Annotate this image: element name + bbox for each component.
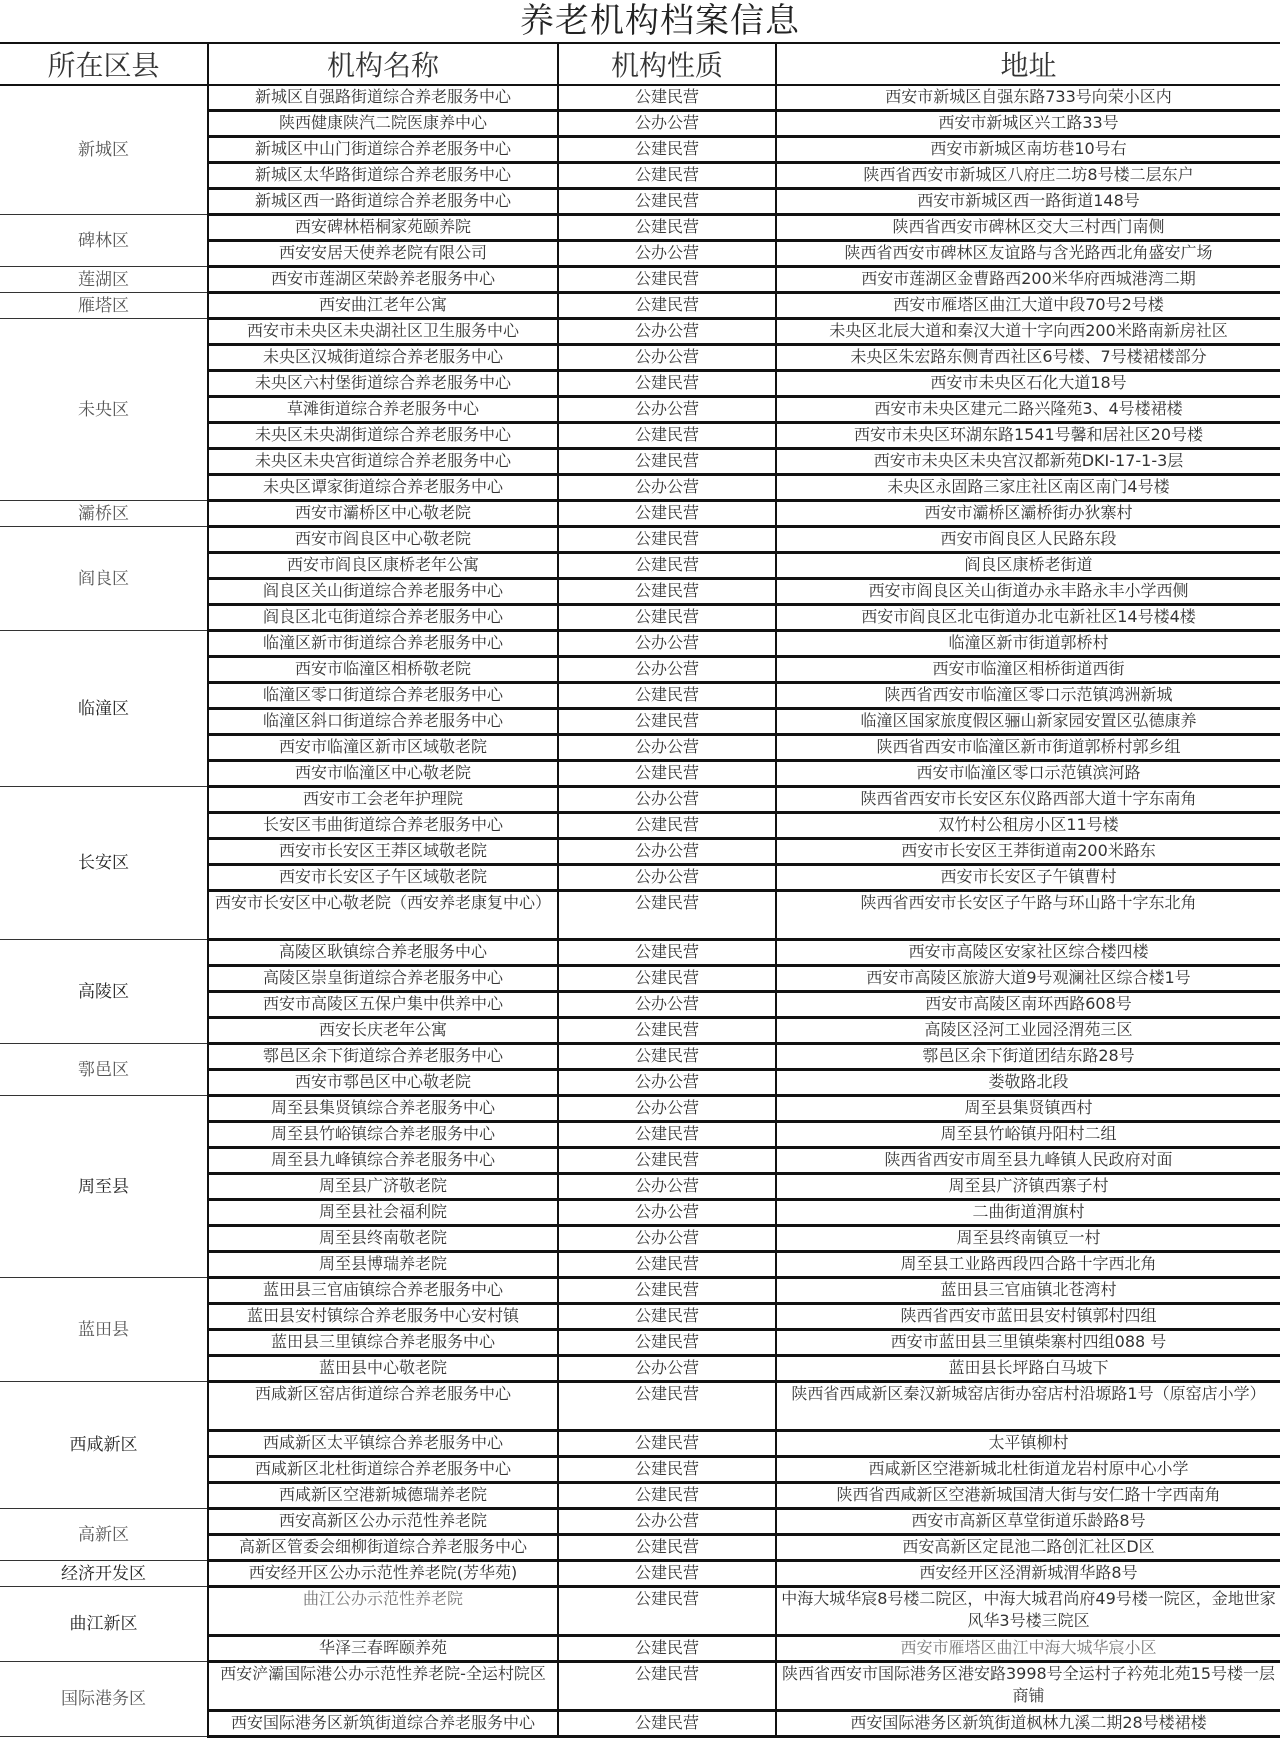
facility-type-cell: 公办公营 xyxy=(558,865,776,891)
address-cell: 西安市长安区子午镇曹村 xyxy=(776,865,1280,891)
district-cell: 长安区 xyxy=(0,787,208,940)
facility-type-cell: 公建民营 xyxy=(558,449,776,475)
header-facility-type: 机构性质 xyxy=(558,43,776,85)
facility-name-cell: 西安市长安区中心敬老院（西安养老康复中心） xyxy=(208,891,558,940)
facility-name-cell: 新城区中山门街道综合养老服务中心 xyxy=(208,137,558,163)
address-cell: 周至县集贤镇西村 xyxy=(776,1096,1280,1122)
address-cell: 高陵区泾河工业园泾渭苑三区 xyxy=(776,1018,1280,1044)
facility-type-cell: 公建民营 xyxy=(558,1431,776,1457)
address-cell: 西安市临潼区相桥街道西街 xyxy=(776,657,1280,683)
facility-name-cell: 西安市阎良区中心敬老院 xyxy=(208,527,558,553)
facility-type-cell: 公办公营 xyxy=(558,1070,776,1096)
facility-name-cell: 西安市阎良区康桥老年公寓 xyxy=(208,553,558,579)
facility-type-cell: 公建民营 xyxy=(558,1148,776,1174)
facility-type-cell: 公建民营 xyxy=(558,215,776,241)
address-cell: 西安市阎良区北屯街道办北屯新社区14号楼4楼 xyxy=(776,605,1280,631)
address-cell: 西安市高陵区安家社区综合楼四楼 xyxy=(776,940,1280,966)
address-cell: 西安市阎良区关山街道办永丰路永丰小学西侧 xyxy=(776,579,1280,605)
facility-type-cell: 公办公营 xyxy=(558,657,776,683)
facility-type-cell: 公建民营 xyxy=(558,1587,776,1636)
facility-name-cell: 西咸新区空港新城德瑞养老院 xyxy=(208,1483,558,1509)
facility-name-cell: 新城区太华路街道综合养老服务中心 xyxy=(208,163,558,189)
address-cell: 西安市未央区建元二路兴隆苑3、4号楼裙楼 xyxy=(776,397,1280,423)
facility-type-cell: 公建民营 xyxy=(558,423,776,449)
table-row xyxy=(0,1662,1280,1711)
facility-name-cell: 蓝田县安村镇综合养老服务中心安村镇 xyxy=(208,1304,558,1330)
district-cell: 高新区 xyxy=(0,1509,208,1561)
facility-name-cell: 西安市临潼区相桥敬老院 xyxy=(208,657,558,683)
facility-name-cell: 临潼区新市街道综合养老服务中心 xyxy=(208,631,558,657)
address-cell: 西安市未央区环湖东路1541号馨和居社区20号楼 xyxy=(776,423,1280,449)
address-cell: 未央区朱宏路东侧青西社区6号楼、7号楼裙楼部分 xyxy=(776,345,1280,371)
facility-name-cell: 未央区未央湖街道综合养老服务中心 xyxy=(208,423,558,449)
facility-name-cell: 西安市未央区未央湖社区卫生服务中心 xyxy=(208,319,558,345)
district-cell: 莲湖区 xyxy=(0,267,208,293)
facility-name-cell: 西安市长安区王莽区域敬老院 xyxy=(208,839,558,865)
facility-type-cell: 公建民营 xyxy=(558,137,776,163)
address-cell: 西安市高陵区旅游大道9号观澜社区综合楼1号 xyxy=(776,966,1280,992)
facility-type-cell: 公办公营 xyxy=(558,1200,776,1226)
facility-name-cell: 西安市莲湖区荣龄养老服务中心 xyxy=(208,267,558,293)
address-cell: 西安市雁塔区曲江中海大城华宸小区 xyxy=(776,1636,1280,1662)
table-body xyxy=(0,85,1280,1737)
address-cell: 阎良区康桥老街道 xyxy=(776,553,1280,579)
address-cell: 陕西省西咸新区秦汉新城窑店街办窑店村沿塬路1号（原窑店小学） xyxy=(776,1382,1280,1431)
facility-name-cell: 周至县终南敬老院 xyxy=(208,1226,558,1252)
table-row xyxy=(0,1382,1280,1431)
facility-name-cell: 蓝田县三官庙镇综合养老服务中心 xyxy=(208,1278,558,1304)
address-cell: 西安市雁塔区曲江大道中段70号2号楼 xyxy=(776,293,1280,319)
district-cell: 未央区 xyxy=(0,319,208,501)
table-row xyxy=(0,787,1280,813)
address-cell: 西安市新城区兴工路33号 xyxy=(776,111,1280,137)
table-row xyxy=(0,319,1280,345)
facility-type-cell: 公建民营 xyxy=(558,1711,776,1737)
address-cell: 二曲街道渭旗村 xyxy=(776,1200,1280,1226)
facility-name-cell: 西安曲江老年公寓 xyxy=(208,293,558,319)
table-row xyxy=(0,1587,1280,1636)
facility-name-cell: 周至县社会福利院 xyxy=(208,1200,558,1226)
district-cell: 国际港务区 xyxy=(0,1662,208,1737)
facility-name-cell: 长安区韦曲街道综合养老服务中心 xyxy=(208,813,558,839)
facility-type-cell: 公建民营 xyxy=(558,371,776,397)
facility-type-cell: 公建民营 xyxy=(558,1330,776,1356)
address-cell: 蓝田县三官庙镇北苍湾村 xyxy=(776,1278,1280,1304)
facility-type-cell: 公建民营 xyxy=(558,553,776,579)
address-cell: 蓝田县长坪路白马坡下 xyxy=(776,1356,1280,1382)
facility-type-cell: 公建民营 xyxy=(558,1535,776,1561)
facility-type-cell: 公办公营 xyxy=(558,735,776,761)
district-cell: 鄠邑区 xyxy=(0,1044,208,1096)
facility-name-cell: 阎良区关山街道综合养老服务中心 xyxy=(208,579,558,605)
address-cell: 西安市高陵区南环西路608号 xyxy=(776,992,1280,1018)
table-row xyxy=(0,215,1280,241)
district-cell: 雁塔区 xyxy=(0,293,208,319)
address-cell: 西安市高新区草堂街道乐龄路8号 xyxy=(776,1509,1280,1535)
address-cell: 周至县竹峪镇丹阳村二组 xyxy=(776,1122,1280,1148)
facility-name-cell: 华泽三春晖颐养苑 xyxy=(208,1636,558,1662)
facility-type-cell: 公建民营 xyxy=(558,683,776,709)
facility-name-cell: 西咸新区窑店街道综合养老服务中心 xyxy=(208,1382,558,1431)
facility-name-cell: 西咸新区北杜街道综合养老服务中心 xyxy=(208,1457,558,1483)
address-cell: 西安高新区定昆池二路创汇社区D区 xyxy=(776,1535,1280,1561)
address-cell: 陕西省西咸新区空港新城国清大街与安仁路十字西南角 xyxy=(776,1483,1280,1509)
address-cell: 西安国际港务区新筑街道枫林九溪二期28号楼裙楼 xyxy=(776,1711,1280,1737)
address-cell: 西安经开区泾渭新城渭华路8号 xyxy=(776,1561,1280,1587)
facility-name-cell: 未央区汉城街道综合养老服务中心 xyxy=(208,345,558,371)
facility-type-cell: 公办公营 xyxy=(558,839,776,865)
facility-type-cell: 公办公营 xyxy=(558,1509,776,1535)
facility-name-cell: 西安市高陵区五保户集中供养中心 xyxy=(208,992,558,1018)
address-cell: 西安市新城区自强东路733号向荣小区内 xyxy=(776,85,1280,111)
header-address: 地址 xyxy=(776,43,1280,85)
facility-type-cell: 公建民营 xyxy=(558,293,776,319)
facility-name-cell: 西安碑林梧桐家苑颐养院 xyxy=(208,215,558,241)
facility-type-cell: 公建民营 xyxy=(558,189,776,215)
facility-name-cell: 西安经开区公办示范性养老院(芳华苑) xyxy=(208,1561,558,1587)
facility-type-cell: 公办公营 xyxy=(558,397,776,423)
facility-type-cell: 公建民营 xyxy=(558,501,776,527)
facility-name-cell: 周至县广济敬老院 xyxy=(208,1174,558,1200)
address-cell: 西安市灞桥区灞桥街办狄寨村 xyxy=(776,501,1280,527)
district-cell: 周至县 xyxy=(0,1096,208,1278)
facility-type-cell: 公办公营 xyxy=(558,475,776,501)
address-cell: 临潼区新市街道郭桥村 xyxy=(776,631,1280,657)
facility-type-cell: 公办公营 xyxy=(558,111,776,137)
address-cell: 陕西省西安市蓝田县安村镇郭村四组 xyxy=(776,1304,1280,1330)
facility-name-cell: 周至县博瑞养老院 xyxy=(208,1252,558,1278)
facility-name-cell: 高陵区耿镇综合养老服务中心 xyxy=(208,940,558,966)
address-cell: 西安市莲湖区金曹路西200米华府西城港湾二期 xyxy=(776,267,1280,293)
facility-name-cell: 西安国际港务区新筑街道综合养老服务中心 xyxy=(208,1711,558,1737)
facility-type-cell: 公建民营 xyxy=(558,940,776,966)
address-cell: 西安市临潼区零口示范镇滨河路 xyxy=(776,761,1280,787)
facility-type-cell: 公建民营 xyxy=(558,966,776,992)
facility-type-cell: 公建民营 xyxy=(558,527,776,553)
facility-name-cell: 西咸新区太平镇综合养老服务中心 xyxy=(208,1431,558,1457)
facility-name-cell: 西安长庆老年公寓 xyxy=(208,1018,558,1044)
facility-type-cell: 公建民营 xyxy=(558,1044,776,1070)
facility-name-cell: 周至县竹峪镇综合养老服务中心 xyxy=(208,1122,558,1148)
address-cell: 陕西省西安市长安区东仪路西部大道十字东南角 xyxy=(776,787,1280,813)
facility-name-cell: 西安市灞桥区中心敬老院 xyxy=(208,501,558,527)
facility-name-cell: 西安市工会老年护理院 xyxy=(208,787,558,813)
facility-type-cell: 公建民营 xyxy=(558,761,776,787)
table-row xyxy=(0,293,1280,319)
address-cell: 陕西省西安市新城区八府庄二坊8号楼二层东户 xyxy=(776,163,1280,189)
table-row xyxy=(0,267,1280,293)
district-cell: 碑林区 xyxy=(0,215,208,267)
facility-type-cell: 公建民营 xyxy=(558,579,776,605)
table-row xyxy=(0,631,1280,657)
district-cell: 曲江新区 xyxy=(0,1587,208,1662)
facility-name-cell: 西安安居天使养老院有限公司 xyxy=(208,241,558,267)
facility-table xyxy=(0,42,1280,1738)
address-cell: 陕西省西安市周至县九峰镇人民政府对面 xyxy=(776,1148,1280,1174)
district-cell: 蓝田县 xyxy=(0,1278,208,1382)
address-cell: 西安市蓝田县三里镇柴寨村四组088 号 xyxy=(776,1330,1280,1356)
address-cell: 陕西省西安市碑林区交大三村西门南侧 xyxy=(776,215,1280,241)
address-cell: 陕西省西安市临潼区新市街道郭桥村郭乡组 xyxy=(776,735,1280,761)
facility-type-cell: 公建民营 xyxy=(558,267,776,293)
facility-name-cell: 陕西健康陕汽二院医康养中心 xyxy=(208,111,558,137)
address-cell: 西安市新城区西一路街道148号 xyxy=(776,189,1280,215)
address-cell: 西安市长安区王莽街道南200米路东 xyxy=(776,839,1280,865)
facility-type-cell: 公建民营 xyxy=(558,1483,776,1509)
address-cell: 周至县广济镇西寨子村 xyxy=(776,1174,1280,1200)
facility-type-cell: 公办公营 xyxy=(558,1356,776,1382)
facility-name-cell: 新城区西一路街道综合养老服务中心 xyxy=(208,189,558,215)
facility-type-cell: 公建民营 xyxy=(558,163,776,189)
facility-name-cell: 高新区管委会细柳街道综合养老服务中心 xyxy=(208,1535,558,1561)
address-cell: 太平镇柳村 xyxy=(776,1431,1280,1457)
facility-type-cell: 公建民营 xyxy=(558,1018,776,1044)
facility-name-cell: 周至县九峰镇综合养老服务中心 xyxy=(208,1148,558,1174)
facility-name-cell: 西安市临潼区新市区域敬老院 xyxy=(208,735,558,761)
facility-type-cell: 公办公营 xyxy=(558,241,776,267)
table-row xyxy=(0,1278,1280,1304)
facility-type-cell: 公建民营 xyxy=(558,1636,776,1662)
table-row xyxy=(0,940,1280,966)
address-cell: 陕西省西安市国际港务区港安路3998号全运村子衿苑北苑15号楼一层商铺 xyxy=(776,1662,1280,1711)
facility-type-cell: 公建民营 xyxy=(558,1457,776,1483)
table-row xyxy=(0,1509,1280,1535)
facility-type-cell: 公建民营 xyxy=(558,891,776,940)
address-cell: 周至县终南镇豆一村 xyxy=(776,1226,1280,1252)
facility-name-cell: 西安高新区公办示范性养老院 xyxy=(208,1509,558,1535)
facility-name-cell: 草滩街道综合养老服务中心 xyxy=(208,397,558,423)
district-cell: 阎良区 xyxy=(0,527,208,631)
address-cell: 娄敬路北段 xyxy=(776,1070,1280,1096)
address-cell: 周至县工业路西段四合路十字西北角 xyxy=(776,1252,1280,1278)
facility-name-cell: 周至县集贤镇综合养老服务中心 xyxy=(208,1096,558,1122)
facility-type-cell: 公建民营 xyxy=(558,813,776,839)
address-cell: 陕西省西安市长安区子午路与环山路十字东北角 xyxy=(776,891,1280,940)
address-cell: 临潼区国家旅度假区骊山新家园安置区弘德康养 xyxy=(776,709,1280,735)
table-row xyxy=(0,527,1280,553)
facility-type-cell: 公建民营 xyxy=(558,1382,776,1431)
facility-type-cell: 公建民营 xyxy=(558,1122,776,1148)
header-facility-name: 机构名称 xyxy=(208,43,558,85)
facility-name-cell: 临潼区零口街道综合养老服务中心 xyxy=(208,683,558,709)
facility-name-cell: 西安市鄠邑区中心敬老院 xyxy=(208,1070,558,1096)
district-cell: 新城区 xyxy=(0,85,208,215)
table-row xyxy=(0,1561,1280,1587)
district-cell: 临潼区 xyxy=(0,631,208,787)
facility-type-cell: 公办公营 xyxy=(558,992,776,1018)
facility-name-cell: 新城区自强路街道综合养老服务中心 xyxy=(208,85,558,111)
table-row xyxy=(0,501,1280,527)
address-cell: 西安市未央区石化大道18号 xyxy=(776,371,1280,397)
address-cell: 陕西省西安市碑林区友谊路与含光路西北角盛安广场 xyxy=(776,241,1280,267)
facility-type-cell: 公建民营 xyxy=(558,709,776,735)
facility-type-cell: 公建民营 xyxy=(558,1561,776,1587)
address-cell: 中海大城华宸8号楼二院区，中海大城君尚府49号楼一院区，金地世家风华3号楼三院区 xyxy=(776,1587,1280,1636)
district-cell: 灞桥区 xyxy=(0,501,208,527)
facility-type-cell: 公办公营 xyxy=(558,787,776,813)
facility-name-cell: 未央区谭家街道综合养老服务中心 xyxy=(208,475,558,501)
facility-name-cell: 曲江公办示范性养老院 xyxy=(208,1587,558,1636)
address-cell: 未央区北辰大道和秦汉大道十字向西200米路南新房社区 xyxy=(776,319,1280,345)
facility-type-cell: 公建民营 xyxy=(558,605,776,631)
address-cell: 未央区永固路三家庄社区南区南门4号楼 xyxy=(776,475,1280,501)
table-row xyxy=(0,85,1280,111)
facility-type-cell: 公建民营 xyxy=(558,1662,776,1711)
address-cell: 西安市阎良区人民路东段 xyxy=(776,527,1280,553)
header-row xyxy=(0,43,1280,85)
facility-type-cell: 公办公营 xyxy=(558,631,776,657)
table-row xyxy=(0,1044,1280,1070)
table-row xyxy=(0,1096,1280,1122)
facility-type-cell: 公办公营 xyxy=(558,345,776,371)
facility-name-cell: 未央区未央宫街道综合养老服务中心 xyxy=(208,449,558,475)
facility-type-cell: 公办公营 xyxy=(558,1096,776,1122)
address-cell: 鄠邑区余下街道团结东路28号 xyxy=(776,1044,1280,1070)
facility-name-cell: 蓝田县中心敬老院 xyxy=(208,1356,558,1382)
facility-name-cell: 临潼区斜口街道综合养老服务中心 xyxy=(208,709,558,735)
district-cell: 高陵区 xyxy=(0,940,208,1044)
address-cell: 西安市新城区南坊巷10号右 xyxy=(776,137,1280,163)
facility-name-cell: 西安市临潼区中心敬老院 xyxy=(208,761,558,787)
address-cell: 双竹村公租房小区11号楼 xyxy=(776,813,1280,839)
facility-name-cell: 高陵区崇皇街道综合养老服务中心 xyxy=(208,966,558,992)
facility-name-cell: 西安市长安区子午区域敬老院 xyxy=(208,865,558,891)
facility-name-cell: 阎良区北屯街道综合养老服务中心 xyxy=(208,605,558,631)
header-district: 所在区县 xyxy=(0,43,208,85)
facility-type-cell: 公建民营 xyxy=(558,1252,776,1278)
facility-type-cell: 公建民营 xyxy=(558,1278,776,1304)
facility-type-cell: 公办公营 xyxy=(558,319,776,345)
address-cell: 西咸新区空港新城北杜街道龙岩村原中心小学 xyxy=(776,1457,1280,1483)
address-cell: 西安市未央区未央宫汉都新苑DKI-17-1-3层 xyxy=(776,449,1280,475)
facility-name-cell: 未央区六村堡街道综合养老服务中心 xyxy=(208,371,558,397)
page-title: 养老机构档案信息 xyxy=(520,1,800,41)
facility-type-cell: 公办公营 xyxy=(558,1174,776,1200)
facility-name-cell: 西安浐灞国际港公办示范性养老院-全运村院区 xyxy=(208,1662,558,1711)
facility-name-cell: 鄠邑区余下街道综合养老服务中心 xyxy=(208,1044,558,1070)
facility-type-cell: 公办公营 xyxy=(558,1226,776,1252)
facility-name-cell: 蓝田县三里镇综合养老服务中心 xyxy=(208,1330,558,1356)
facility-type-cell: 公建民营 xyxy=(558,1304,776,1330)
address-cell: 陕西省西安市临潼区零口示范镇鸿洲新城 xyxy=(776,683,1280,709)
district-cell: 西咸新区 xyxy=(0,1382,208,1509)
facility-type-cell: 公建民营 xyxy=(558,85,776,111)
district-cell: 经济开发区 xyxy=(0,1561,208,1587)
